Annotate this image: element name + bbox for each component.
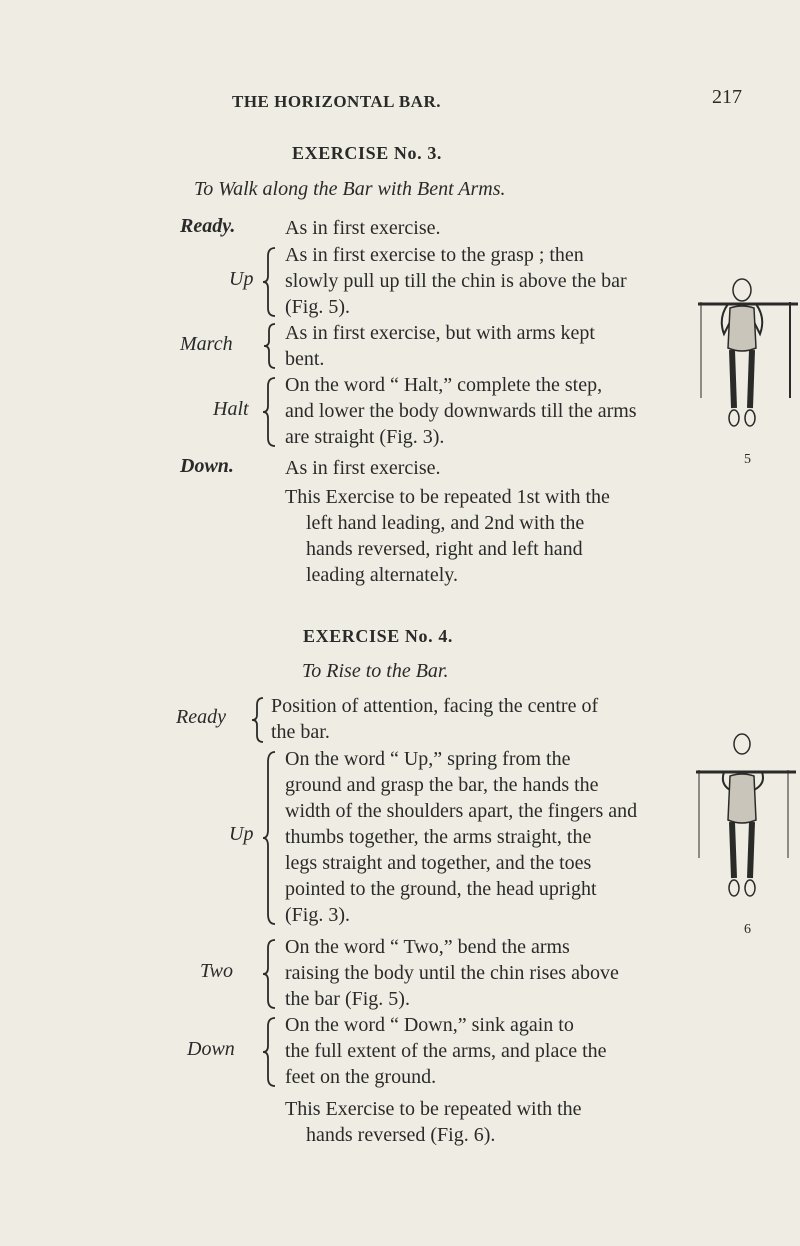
ex4-note-line-1: This Exercise to be repeated with the xyxy=(285,1098,582,1120)
figure-5-number: 5 xyxy=(744,452,751,467)
ex4-ready-line-1: Position of attention, facing the centre of xyxy=(271,695,599,717)
exercise-4-title: EXERCISE No. 4. xyxy=(303,626,454,646)
page-number: 217 xyxy=(712,86,742,108)
ex4-note-line-2: hands reversed (Fig. 6). xyxy=(306,1124,496,1146)
ex3-march-brace xyxy=(262,322,278,370)
ex3-halt-label: Halt xyxy=(213,398,249,420)
ex3-march-label: March xyxy=(180,333,233,355)
ex4-up-line-3: width of the shoulders apart, the fingers and xyxy=(285,800,638,822)
figure-5-illustration xyxy=(698,258,798,438)
ex4-down-brace xyxy=(262,1016,278,1088)
ex3-note-line-1: This Exercise to be repeated 1st with the xyxy=(285,486,610,508)
ex4-down-label: Down xyxy=(187,1038,235,1060)
exercise-3-subtitle: To Walk along the Bar with Bent Arms. xyxy=(194,178,506,200)
ex4-up-line-1: On the word “ Up,” spring from the xyxy=(285,748,571,770)
ex3-note-line-2: left hand leading, and 2nd with the xyxy=(306,512,585,534)
ex4-two-label: Two xyxy=(200,960,233,982)
ex3-up-line-3: (Fig. 5). xyxy=(285,296,350,318)
ex3-ready-text: As in first exercise. xyxy=(285,217,441,239)
ex3-halt-line-2: and lower the body downwards till the arms xyxy=(285,400,637,422)
running-header: THE HORIZONTAL BAR. xyxy=(232,92,441,111)
ex3-note-line-4: leading alternately. xyxy=(306,564,458,586)
ex4-two-brace xyxy=(262,938,278,1010)
ex3-note-line-3: hands reversed, right and left hand xyxy=(306,538,583,560)
ex3-halt-line-1: On the word “ Halt,” complete the step, xyxy=(285,374,603,396)
ex3-up-line-2: slowly pull up till the chin is above the bar xyxy=(285,270,627,292)
ex4-up-label: Up xyxy=(229,823,254,845)
ex4-down-line-3: feet on the ground. xyxy=(285,1066,437,1088)
ex4-up-line-4: thumbs together, the arms straight, the xyxy=(285,826,592,848)
ex3-down-label: Down. xyxy=(180,455,234,477)
ex4-up-line-7: (Fig. 3). xyxy=(285,904,350,926)
ex4-two-line-3: the bar (Fig. 5). xyxy=(285,988,410,1010)
ex4-up-line-2: ground and grasp the bar, the hands the xyxy=(285,774,599,796)
ex4-up-line-6: pointed to the ground, the head upright xyxy=(285,878,597,900)
ex4-ready-brace xyxy=(250,696,266,744)
ex3-halt-brace xyxy=(262,376,278,448)
ex3-down-text: As in first exercise. xyxy=(285,457,441,479)
ex4-ready-line-2: the bar. xyxy=(271,721,330,743)
ex4-up-brace xyxy=(262,750,278,926)
ex4-two-line-2: raising the body until the chin rises above xyxy=(285,962,619,984)
ex3-halt-line-3: are straight (Fig. 3). xyxy=(285,426,445,448)
ex3-march-line-2: bent. xyxy=(285,348,325,370)
ex4-down-line-2: the full extent of the arms, and place the xyxy=(285,1040,607,1062)
ex3-march-line-1: As in first exercise, but with arms kept xyxy=(285,322,595,344)
ex4-two-line-1: On the word “ Two,” bend the arms xyxy=(285,936,570,958)
ex4-up-line-5: legs straight and together, and the toes xyxy=(285,852,592,874)
figure-6-illustration xyxy=(696,728,796,908)
ex3-ready-label: Ready. xyxy=(180,215,236,237)
figure-6-number: 6 xyxy=(744,922,751,937)
ex3-up-label: Up xyxy=(229,268,254,290)
ex3-up-brace xyxy=(262,246,278,318)
exercise-4-subtitle: To Rise to the Bar. xyxy=(302,660,449,682)
ex4-ready-label: Ready xyxy=(176,706,226,728)
ex4-down-line-1: On the word “ Down,” sink again to xyxy=(285,1014,574,1036)
exercise-3-title: EXERCISE No. 3. xyxy=(292,143,443,163)
ex3-up-line-1: As in first exercise to the grasp ; then xyxy=(285,244,584,266)
